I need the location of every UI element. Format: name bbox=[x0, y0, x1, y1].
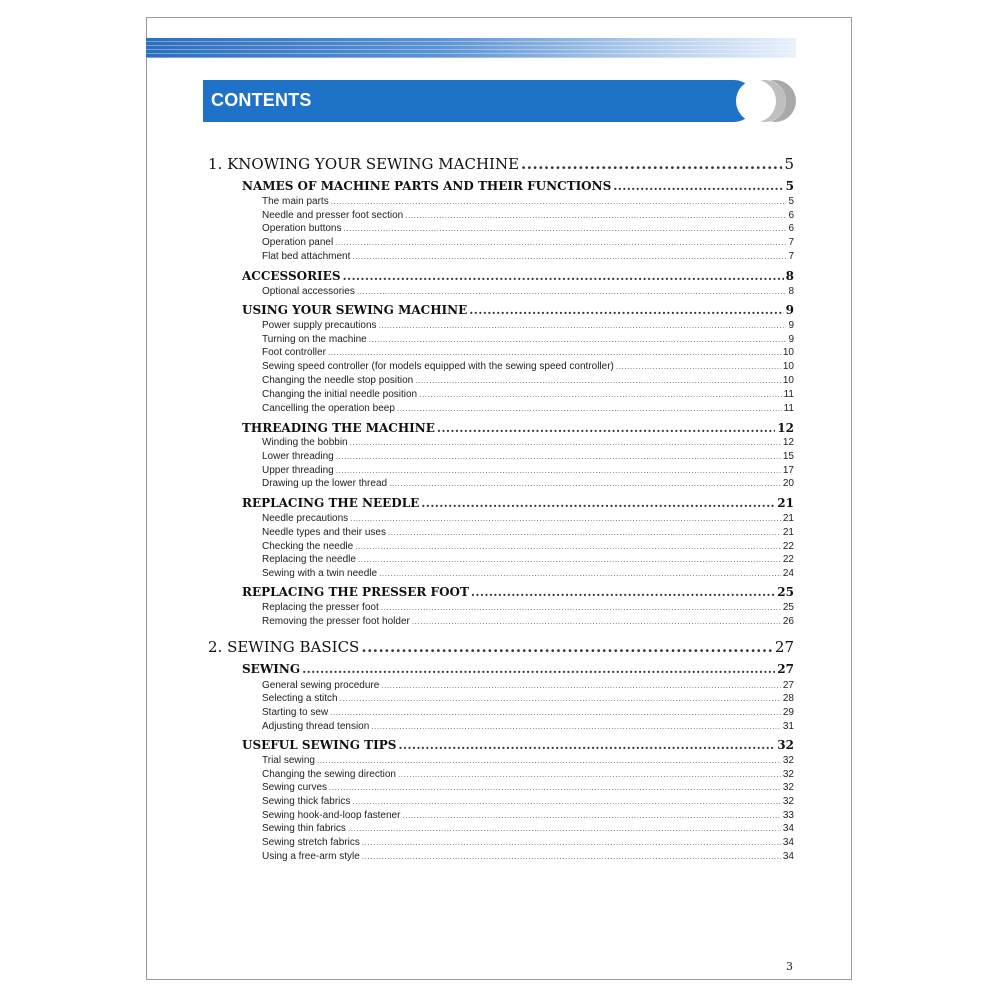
toc-entry-title: Trial sewing bbox=[262, 755, 315, 766]
toc-entry-title: Sewing hook-and-loop fastener bbox=[262, 810, 401, 821]
toc-entry-title: Upper threading bbox=[262, 465, 334, 476]
toc-entry-title: Changing the initial needle position bbox=[262, 389, 418, 400]
toc-subsection-entry[interactable] bbox=[262, 478, 794, 489]
toc-entry-title: SEWING bbox=[242, 662, 301, 676]
dot-leader bbox=[362, 852, 781, 861]
toc-section-entry[interactable] bbox=[242, 585, 794, 599]
dot-leader bbox=[412, 617, 781, 626]
toc-entry-page: 21 bbox=[777, 496, 794, 510]
dot-leader bbox=[362, 838, 781, 847]
toc-subsection-entry[interactable] bbox=[262, 465, 794, 476]
toc-section-entry[interactable] bbox=[242, 269, 794, 283]
dot-leader bbox=[302, 662, 775, 676]
toc-subsection-entry[interactable] bbox=[262, 403, 794, 414]
toc-subsection-entry[interactable] bbox=[262, 769, 794, 780]
toc-subsection-entry[interactable] bbox=[262, 823, 794, 834]
toc-entry-page: 5 bbox=[788, 196, 794, 207]
dot-leader bbox=[340, 694, 781, 703]
dot-leader bbox=[355, 542, 781, 551]
dot-leader bbox=[357, 287, 787, 296]
toc-subsection-entry[interactable] bbox=[262, 251, 794, 262]
toc-entry-page: 6 bbox=[788, 223, 794, 234]
toc-subsection-entry[interactable] bbox=[262, 541, 794, 552]
toc-entry-page: 10 bbox=[782, 347, 794, 358]
toc-entry-title: Operation buttons bbox=[262, 223, 342, 234]
toc-subsection-entry[interactable] bbox=[262, 796, 794, 807]
toc-subsection-entry[interactable] bbox=[262, 389, 794, 400]
toc-entry-title: Needle types and their uses bbox=[262, 527, 386, 538]
toc-subsection-entry[interactable] bbox=[262, 513, 794, 524]
toc-subsection-entry[interactable] bbox=[262, 286, 794, 297]
toc-subsection-entry[interactable] bbox=[262, 693, 794, 704]
dot-leader bbox=[342, 269, 783, 283]
toc-subsection-entry[interactable] bbox=[262, 210, 794, 221]
dot-leader bbox=[389, 479, 781, 488]
toc-entry-page: 32 bbox=[782, 796, 794, 807]
toc-entry-page: 20 bbox=[782, 478, 794, 489]
toc-entry-page: 11 bbox=[783, 389, 794, 400]
toc-entry-page: 25 bbox=[777, 585, 794, 599]
toc-entry-title: Checking the needle bbox=[262, 541, 354, 552]
dot-leader bbox=[388, 528, 781, 537]
dot-leader bbox=[344, 224, 787, 233]
toc-entry-title: Needle and presser foot section bbox=[262, 210, 404, 221]
toc-entry-title: The main parts bbox=[262, 196, 329, 207]
toc-entry-page: 15 bbox=[782, 451, 794, 462]
toc-entry-page: 21 bbox=[782, 513, 794, 524]
toc-subsection-entry[interactable] bbox=[262, 347, 794, 358]
dot-leader bbox=[437, 421, 775, 435]
toc-section-entry[interactable] bbox=[242, 421, 794, 435]
dot-leader bbox=[398, 770, 781, 779]
toc-entry-page: 22 bbox=[782, 541, 794, 552]
toc-section-entry[interactable] bbox=[242, 738, 794, 752]
toc-entry-title: USING YOUR SEWING MACHINE bbox=[242, 303, 468, 317]
toc-section-entry[interactable] bbox=[242, 303, 794, 317]
toc-subsection-entry[interactable] bbox=[262, 554, 794, 565]
dot-leader bbox=[371, 722, 781, 731]
dot-leader bbox=[317, 756, 781, 765]
toc-entry-title: Turning on the machine bbox=[262, 334, 367, 345]
toc-subsection-entry[interactable] bbox=[262, 755, 794, 766]
toc-entry-title: ACCESSORIES bbox=[242, 269, 341, 283]
toc-entry-title: Sewing thin fabrics bbox=[262, 823, 346, 834]
toc-entry-page: 5 bbox=[785, 179, 794, 193]
toc-entry-page: 12 bbox=[777, 421, 794, 435]
toc-entry-title: Starting to sew bbox=[262, 707, 329, 718]
toc-entry-page: 11 bbox=[783, 403, 794, 414]
dot-leader bbox=[613, 179, 783, 193]
dot-leader bbox=[369, 335, 787, 344]
toc-subsection-entry[interactable] bbox=[262, 568, 794, 579]
toc-subsection-entry[interactable] bbox=[262, 451, 794, 462]
toc-entry-title: 1. KNOWING YOUR SEWING MACHINE bbox=[208, 155, 520, 173]
toc-entry-title: Winding the bobbin bbox=[262, 437, 348, 448]
toc-entry-title: Drawing up the lower thread bbox=[262, 478, 388, 489]
dot-leader bbox=[358, 555, 781, 564]
toc-entry-title: Power supply precautions bbox=[262, 320, 377, 331]
toc-entry-page: 10 bbox=[782, 361, 794, 372]
toc-entry-page: 32 bbox=[782, 769, 794, 780]
toc-entry-title: Needle precautions bbox=[262, 513, 349, 524]
toc-entry-title: Optional accessories bbox=[262, 286, 355, 297]
dot-leader bbox=[381, 603, 781, 612]
toc-subsection-entry[interactable] bbox=[262, 810, 794, 821]
toc-subsection-entry[interactable] bbox=[262, 375, 794, 386]
toc-entry-page: 9 bbox=[788, 334, 794, 345]
toc-entry-title: General sewing procedure bbox=[262, 680, 380, 691]
toc-chapter-entry[interactable] bbox=[208, 638, 794, 656]
toc-subsection-entry[interactable] bbox=[262, 707, 794, 718]
dot-leader bbox=[350, 514, 781, 523]
dot-leader bbox=[397, 404, 782, 413]
dot-leader bbox=[352, 797, 781, 806]
toc-entry-page: 5 bbox=[784, 155, 794, 173]
dot-leader bbox=[616, 362, 781, 371]
toc-section-entry[interactable] bbox=[242, 662, 794, 676]
toc-entry-page: 29 bbox=[782, 707, 794, 718]
dot-leader bbox=[521, 155, 782, 173]
toc-entry-page: 9 bbox=[785, 303, 794, 317]
toc-entry-page: 34 bbox=[782, 837, 794, 848]
toc-entry-page: 32 bbox=[782, 782, 794, 793]
toc-entry-title: Sewing with a twin needle bbox=[262, 568, 378, 579]
toc-entry-title: Replacing the needle bbox=[262, 554, 356, 565]
toc-entry-page: 8 bbox=[788, 286, 794, 297]
toc-entry-title: Sewing stretch fabrics bbox=[262, 837, 360, 848]
toc-subsection-entry[interactable] bbox=[262, 223, 794, 234]
dot-leader bbox=[352, 252, 786, 261]
toc-entry-page: 34 bbox=[782, 823, 794, 834]
toc-entry-page: 25 bbox=[782, 602, 794, 613]
dot-leader bbox=[469, 303, 783, 317]
dot-leader bbox=[336, 466, 781, 475]
toc-entry-title: Changing the needle stop position bbox=[262, 375, 414, 386]
toc-entry-title: Foot controller bbox=[262, 347, 326, 358]
toc-entry-page: 10 bbox=[782, 375, 794, 386]
toc-subsection-entry[interactable] bbox=[262, 721, 794, 732]
dot-leader bbox=[415, 376, 781, 385]
toc-entry-page: 32 bbox=[777, 738, 794, 752]
toc-subsection-entry[interactable] bbox=[262, 320, 794, 331]
toc-entry-title: Using a free-arm style bbox=[262, 851, 360, 862]
dot-leader bbox=[379, 321, 787, 330]
toc-entry-title: REPLACING THE NEEDLE bbox=[242, 496, 420, 510]
toc-entry-title: Removing the presser foot holder bbox=[262, 616, 410, 627]
toc-entry-title: USEFUL SEWING TIPS bbox=[242, 738, 397, 752]
toc-entry-page: 24 bbox=[782, 568, 794, 579]
toc-entry-page: 21 bbox=[782, 527, 794, 538]
toc-subsection-entry[interactable] bbox=[262, 851, 794, 862]
toc-entry-page: 31 bbox=[782, 721, 794, 732]
toc-entry-title: THREADING THE MACHINE bbox=[242, 421, 435, 435]
toc-entry-title: NAMES OF MACHINE PARTS AND THEIR FUNCTIONS bbox=[242, 179, 612, 193]
toc-entry-title: Cancelling the operation beep bbox=[262, 403, 395, 414]
toc-entry-title: Operation panel bbox=[262, 237, 334, 248]
toc-section-entry[interactable] bbox=[242, 179, 794, 193]
toc-subsection-entry[interactable] bbox=[262, 334, 794, 345]
page-title: CONTENTS bbox=[211, 90, 312, 110]
dot-leader bbox=[361, 638, 773, 656]
toc-subsection-entry[interactable] bbox=[262, 616, 794, 627]
toc-entry-page: 27 bbox=[782, 680, 794, 691]
toc-entry-page: 33 bbox=[782, 810, 794, 821]
dot-leader bbox=[405, 211, 786, 220]
toc-entry-page: 26 bbox=[782, 616, 794, 627]
toc-entry-page: 27 bbox=[774, 638, 794, 656]
page-number: 3 bbox=[786, 960, 793, 973]
toc-entry-page: 7 bbox=[788, 237, 794, 248]
dot-leader bbox=[402, 811, 780, 820]
dot-leader bbox=[471, 585, 775, 599]
toc-entry-page: 8 bbox=[785, 269, 794, 283]
toc-entry-title: Replacing the presser foot bbox=[262, 602, 379, 613]
toc-entry-title: REPLACING THE PRESSER FOOT bbox=[242, 585, 469, 599]
toc-subsection-entry[interactable] bbox=[262, 527, 794, 538]
toc-entry-page: 12 bbox=[782, 437, 794, 448]
dot-leader bbox=[421, 496, 775, 510]
dot-leader bbox=[335, 238, 786, 247]
toc-entry-page: 27 bbox=[777, 662, 794, 676]
toc-entry-title: Flat bed attachment bbox=[262, 251, 351, 262]
toc-subsection-entry[interactable] bbox=[262, 237, 794, 248]
toc-subsection-entry[interactable] bbox=[262, 602, 794, 613]
toc-entry-title: Adjusting thread tension bbox=[262, 721, 370, 732]
toc-entry-page: 17 bbox=[782, 465, 794, 476]
toc-entry-title: Sewing curves bbox=[262, 782, 328, 793]
toc-subsection-entry[interactable] bbox=[262, 782, 794, 793]
toc-chapter-entry[interactable] bbox=[208, 155, 794, 173]
toc-entry-page: 32 bbox=[782, 755, 794, 766]
toc-subsection-entry[interactable] bbox=[262, 837, 794, 848]
dot-leader bbox=[398, 738, 775, 752]
toc-entry-title: Lower threading bbox=[262, 451, 334, 462]
toc-entry-page: 6 bbox=[788, 210, 794, 221]
toc-entry-title: Sewing thick fabrics bbox=[262, 796, 351, 807]
toc-section-entry[interactable] bbox=[242, 496, 794, 510]
toc-entry-title: Changing the sewing direction bbox=[262, 769, 396, 780]
toc-subsection-entry[interactable] bbox=[262, 361, 794, 372]
toc-entry-page: 9 bbox=[788, 320, 794, 331]
dot-leader bbox=[379, 569, 781, 578]
toc-subsection-entry[interactable] bbox=[262, 196, 794, 207]
dot-leader bbox=[336, 452, 781, 461]
toc-entry-page: 7 bbox=[788, 251, 794, 262]
toc-entry-title: 2. SEWING BASICS bbox=[208, 638, 360, 656]
toc-entry-page: 34 bbox=[782, 851, 794, 862]
dot-leader bbox=[330, 708, 781, 717]
dot-leader bbox=[381, 681, 781, 690]
toc-entry-title: Sewing speed controller (for models equipped with the sewing speed controller) bbox=[262, 361, 614, 372]
dot-leader bbox=[331, 197, 787, 206]
dot-leader bbox=[328, 348, 781, 357]
toc-subsection-entry[interactable] bbox=[262, 437, 794, 448]
toc-entry-title: Selecting a stitch bbox=[262, 693, 338, 704]
dot-leader bbox=[350, 438, 781, 447]
dot-leader bbox=[419, 390, 781, 399]
toc-entry-page: 22 bbox=[782, 554, 794, 565]
dot-leader bbox=[329, 783, 781, 792]
toc-subsection-entry[interactable] bbox=[262, 680, 794, 691]
dot-leader bbox=[348, 824, 781, 833]
toc-entry-page: 28 bbox=[782, 693, 794, 704]
